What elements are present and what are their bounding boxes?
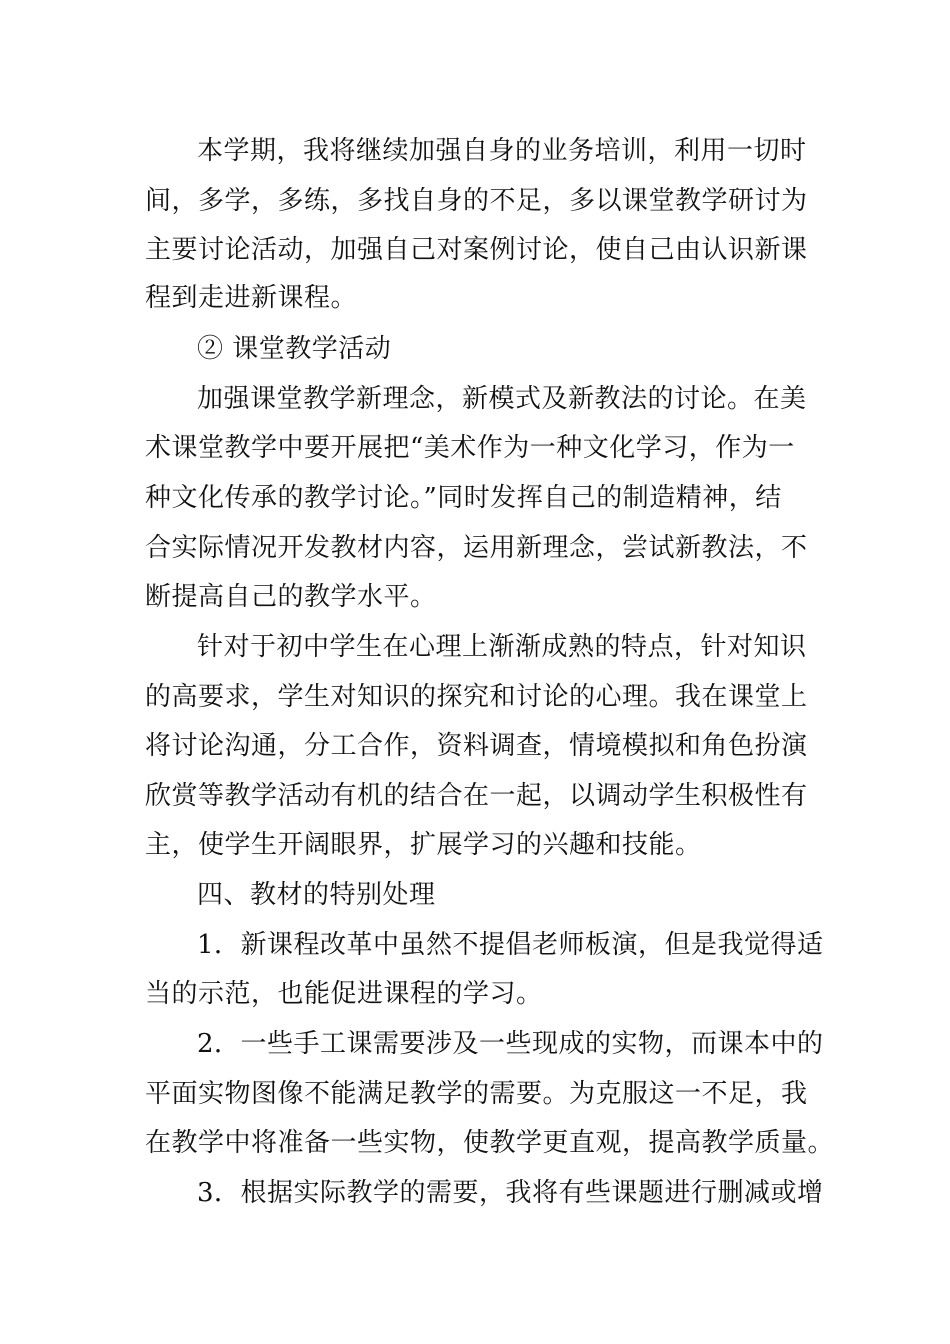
paragraph-line: 间，多学，多练，多找自身的不足，多以课堂教学研讨为: [145, 186, 808, 216]
paragraph-line: 本学期，我将继续加强自身的业务培训，利用一切时: [197, 136, 807, 166]
paragraph-line: 术课堂教学中要开展把“美术作为一种文化学习，作为一: [145, 433, 795, 463]
paragraph-line: 断提高自己的教学水平。: [145, 582, 437, 612]
paragraph-line: 针对于初中学生在心理上渐渐成熟的特点，针对知识: [197, 632, 807, 662]
paragraph-line: 平面实物图像不能满足教学的需要。为克服这一不足，我: [145, 1079, 808, 1109]
paragraph-line: 3．根据实际教学的需要，我将有些课题进行删减或增: [197, 1178, 824, 1208]
paragraph-line: 主要讨论活动，加强自己对案例讨论，使自己由认识新课: [145, 235, 808, 265]
section-heading: ② 课堂教学活动: [197, 334, 392, 364]
paragraph-line: 当的示范，也能促进课程的学习。: [145, 979, 543, 1009]
paragraph-line: 加强课堂教学新理念，新模式及新教法的讨论。在美: [197, 384, 807, 414]
paragraph-line: 种文化传承的教学讨论。”同时发挥自己的制造精神，结: [145, 483, 782, 513]
paragraph-line: 2．一些手工课需要涉及一些现成的实物，而课本中的: [197, 1029, 824, 1059]
paragraph-line: 合实际情况开发教材内容，运用新理念，尝试新教法，不: [145, 533, 808, 563]
paragraph-line: 欣赏等教学活动有机的结合在一起，以调动学生积极性有: [145, 781, 808, 811]
paragraph-line: 将讨论沟通，分工合作，资料调查，情境模拟和角色扮演: [145, 731, 808, 761]
paragraph-line: 的高要求，学生对知识的探究和讨论的心理。我在课堂上: [145, 682, 808, 712]
section-heading: 四、教材的特别处理: [197, 880, 436, 910]
paragraph-line: 1．新课程改革中虽然不提倡老师板演，但是我觉得适: [197, 930, 824, 960]
paragraph-line: 主，使学生开阔眼界，扩展学习的兴趣和技能。: [145, 830, 702, 860]
paragraph-line: 程到走进新课程。: [145, 283, 358, 313]
paragraph-line: 在教学中将准备一些实物，使教学更直观，提高教学质量。: [145, 1128, 835, 1158]
